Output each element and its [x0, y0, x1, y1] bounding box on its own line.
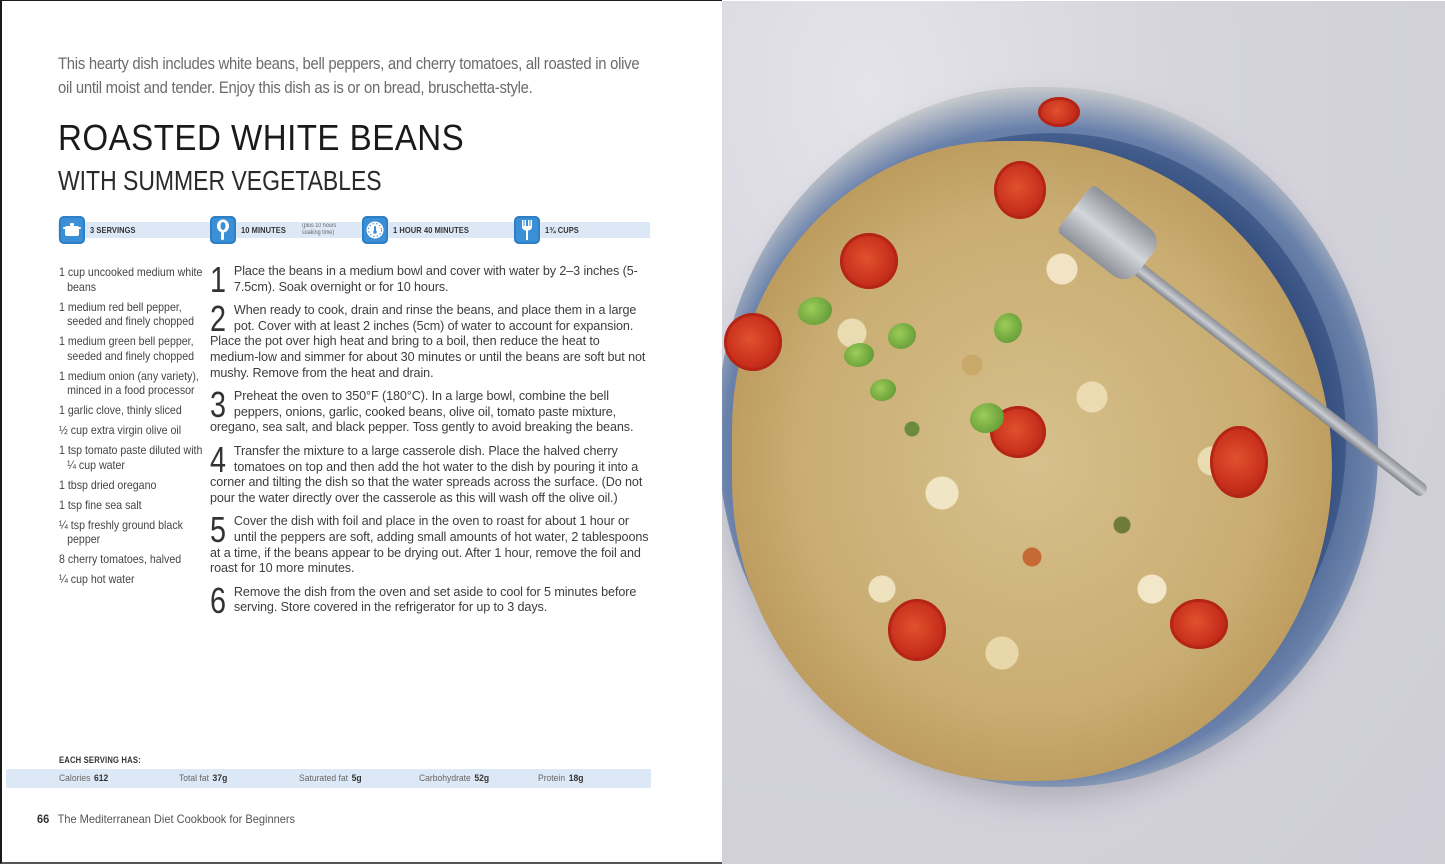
step-text: Transfer the mixture to a large casserole dish. Place the halved cherry tomatoes on top and then add the hot water to the dish by pouring it into a corner and tilting the dish so that the water spreads across the surface. (Do not pour the water directly over the casserole as this will wash off the olive oil.) — [210, 443, 643, 505]
ingredient-item: 1 tbsp dried oregano — [59, 477, 157, 492]
ingredient-item: 1 medium onion (any variety), minced in a food processor — [59, 368, 199, 397]
timer-icon — [362, 216, 388, 244]
ingredients-list — [59, 265, 209, 592]
cherry-tomato-icon — [888, 599, 946, 661]
step-text: Preheat the oven to 350°F (180°C). In a large bowl, combine the bell peppers, onions, garlic, cooked beans, olive oil, tomato paste mixture, oregano, sea salt, and black pepper. Toss gently to avoid breaking the beans. — [210, 389, 634, 435]
step-number: 4 — [210, 438, 226, 480]
ingredient-item: 8 cherry tomatoes, halved — [59, 552, 182, 566]
page-number: 66 — [37, 812, 50, 826]
step-text: When ready to cook, drain and rinse the beans, and place them in a large pot. Cover with at least 2 inches (5cm) of water to account for expansion. Place the pot over high heat and bring to a boil, then reduce the heat to medium-low and simmer for about 30 minutes or until the beans are soft but not mushy. Remove from the heat and drain. — [210, 303, 646, 380]
ingredient-item: 1 tsp fine sea salt — [59, 497, 142, 512]
cook-time-info — [362, 215, 479, 245]
nutrition-heading: EACH SERVING HAS: — [59, 755, 141, 765]
cherry-tomato-icon — [1038, 97, 1080, 127]
cook-time-label: 1 HOUR 40 MINUTES — [393, 225, 469, 235]
step-number: 6 — [210, 579, 226, 621]
ingredient-item: ½ cup extra virgin olive oil — [59, 423, 182, 437]
step-item — [210, 259, 650, 300]
cherry-tomato-icon — [724, 313, 782, 371]
step-text: Cover the dish with foil and place in the oven to roast for about 1 hour or until the peppers are soft, adding small amounts of hot water, 2 tablespoons at a time, if the beans appear to be drying out. After 1 hour, remove the foil and roast for 10 more minutes. — [210, 514, 649, 576]
ingredient-item: 1 tsp tomato paste diluted with ¼ cup water — [59, 443, 203, 472]
nutrition-protein: Protein 18g — [538, 773, 584, 784]
cherry-tomato-icon — [994, 161, 1046, 219]
step-item — [210, 298, 650, 381]
book-title: The Mediterranean Diet Cookbook for Beginners — [57, 812, 296, 826]
prep-time-label: 10 MINUTES — [241, 225, 286, 235]
step-item — [210, 509, 650, 576]
nutrition-saturated-fat: Saturated fat 5g — [299, 773, 362, 784]
yield-info — [514, 215, 584, 245]
method-steps — [210, 259, 650, 624]
nutrition-calories: Calories 612 — [59, 773, 109, 784]
ingredient-item: 1 medium red bell pepper, seeded and finely chopped — [59, 299, 195, 328]
pot-icon — [59, 216, 85, 244]
step-number: 5 — [210, 509, 226, 551]
ingredient-item: ¼ tsp freshly ground black pepper — [59, 517, 183, 546]
prep-time-note: (plus 10 hours soaking time) — [302, 223, 337, 236]
page-footer — [37, 812, 295, 826]
step-item — [210, 384, 650, 436]
nutrition-total-fat: Total fat 37g — [179, 773, 228, 784]
fork-icon — [514, 216, 540, 244]
cherry-tomato-icon — [840, 233, 898, 289]
nutrition-carbohydrate: Carbohydrate 52g — [419, 773, 490, 784]
step-text: Place the beans in a medium bowl and cover with water by 2–3 inches (5-7.5cm). Soak overnight or for 10 hours. — [233, 264, 638, 294]
servings-label: 3 SERVINGS — [90, 225, 136, 235]
whisk-icon — [210, 216, 236, 244]
yield-label: 1¾ CUPS — [545, 225, 579, 235]
step-number: 1 — [210, 259, 226, 300]
servings-info — [59, 215, 142, 245]
step-item — [210, 579, 650, 621]
ingredient-item: 1 cup uncooked medium white beans — [59, 265, 203, 294]
recipe-intro: This hearty dish includes white beans, bell peppers, and cherry tomatoes, all roasted in olive oil until moist and tender. Enjoy this dish as is or on bread, bruschetta-style. — [58, 55, 640, 97]
recipe-title: ROASTED WHITE BEANS — [58, 117, 465, 158]
step-item — [210, 438, 650, 506]
recipe-subtitle: WITH SUMMER VEGETABLES — [58, 165, 382, 196]
step-text: Remove the dish from the oven and set aside to cool for 5 minutes before serving. Store covered in the refrigerator for up to 3 days. — [233, 584, 637, 615]
ingredient-item: 1 medium green bell pepper, seeded and finely chopped — [59, 334, 195, 363]
recipe-page — [0, 0, 722, 864]
cherry-tomato-icon — [1170, 599, 1228, 649]
prep-time-info — [210, 215, 340, 245]
ingredient-item: ¼ cup hot water — [59, 572, 135, 586]
ingredient-item: 1 garlic clove, thinly sliced — [59, 403, 182, 417]
cherry-tomato-icon — [1210, 426, 1268, 498]
step-number: 2 — [210, 298, 226, 340]
step-number: 3 — [210, 384, 226, 426]
